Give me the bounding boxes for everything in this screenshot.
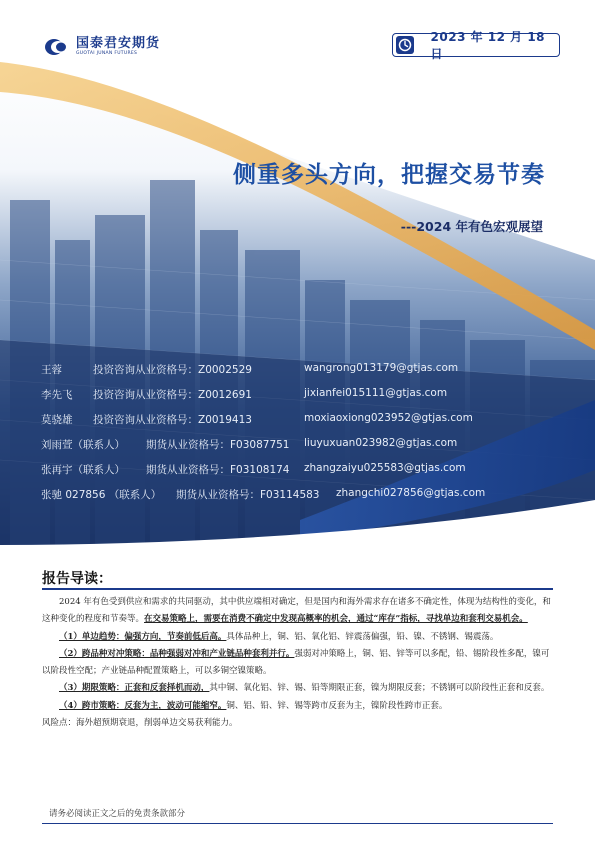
author-email[interactable]: zhangzaiyu025583@gtjas.com [304, 462, 466, 474]
report-date: 2023 年 12 月 18 日 [430, 30, 546, 61]
guide-paragraph: 2024 年有色受到供应和需求的共同驱动，其中供应端相对确定，但是国内和海外需求存在诸多不确定性，体现为结构性的变化，和这种变化的程度和节奏等。在交易策略上，需要在消费不确定中发现高概率的机会，通过“库存”指标，寻找单边和套利交易机会。 [42, 597, 551, 625]
author-email[interactable]: zhangchi027856@gtjas.com [336, 487, 486, 499]
author-name: 张再宇（联系人） [41, 464, 125, 476]
risk-paragraph: 风险点：海外超预期衰退，削弱单边交易获利能力。 [42, 718, 238, 729]
disclaimer-note: 请务必阅读正文之后的免责条款部分 [49, 809, 186, 819]
guide-paragraph: （4）跨市策略：反套为主，波动可能缩窄。铜、铝、铅、锌、锡等跨市反套为主，镍阶段性跨市正套。 [59, 700, 448, 711]
author-qualification: 投资咨询从业资格号：Z0012691 [93, 389, 252, 401]
guide-paragraph: （2）跨品种对冲策略：品种强弱对冲和产业链品种套利并行。强弱对冲策略上，铜、铝、锌等可以多配，铅、锡阶段性多配，镍可以阶段性空配；产业链品种配置策略上，可以多铜空镍策略。 [42, 648, 550, 677]
logo-text-en: GUOTAI JUNAN FUTURES [76, 51, 138, 57]
author-qualification: 投资咨询从业资格号：Z0019413 [93, 414, 252, 426]
logo-text-cn: 国泰君安期货 [76, 36, 161, 52]
author-email[interactable]: jixianfei015111@gtjas.com [304, 387, 448, 399]
author-name: 王蓉 [41, 364, 62, 376]
report-subtitle: ---2024 年有色宏观展望 [400, 219, 543, 234]
guide-paragraph: （1）单边趋势：偏强方向，节奏前低后高。具体品种上，铜、铝、氧化铝、锌震荡偏强，铅、镍、不锈钢、锡震荡。 [59, 631, 499, 642]
report-date-box [392, 30, 560, 61]
footer-divider [42, 823, 553, 824]
company-logo [44, 37, 160, 57]
author-name: 莫骁雄 [41, 414, 73, 426]
clock-icon [395, 35, 415, 55]
logo-emblem-icon [44, 37, 70, 57]
guide-body [42, 594, 555, 732]
author-email[interactable]: wangrong013179@gtjas.com [304, 362, 459, 374]
guide-paragraph: （3）期限策略：正套和反套择机而动，其中铜、氧化铝、锌、锡、铅等期限正套，镍为期限反套；不锈钢可以阶段性正套和反套。 [59, 683, 550, 694]
author-qualification: 期货从业资格号：F03108174 [146, 464, 290, 476]
author-email[interactable]: moxiaoxiong023952@gtjas.com [304, 412, 473, 424]
author-name: 李先飞 [41, 389, 73, 401]
author-qualification: 期货从业资格号：F03114583 [176, 489, 320, 501]
guide-divider [42, 588, 553, 590]
author-qualification: 期货从业资格号：F03087751 [146, 439, 290, 451]
author-qualification: 投资咨询从业资格号：Z0002529 [93, 364, 252, 376]
author-name: 刘雨萱（联系人） [41, 439, 125, 451]
author-name: 张驰 027856 （联系人） [41, 489, 162, 501]
author-email[interactable]: liuyuxuan023982@gtjas.com [304, 437, 458, 449]
guide-title: 报告导读： [42, 571, 112, 587]
report-title: 侧重多头方向，把握交易节奏 [233, 162, 545, 188]
